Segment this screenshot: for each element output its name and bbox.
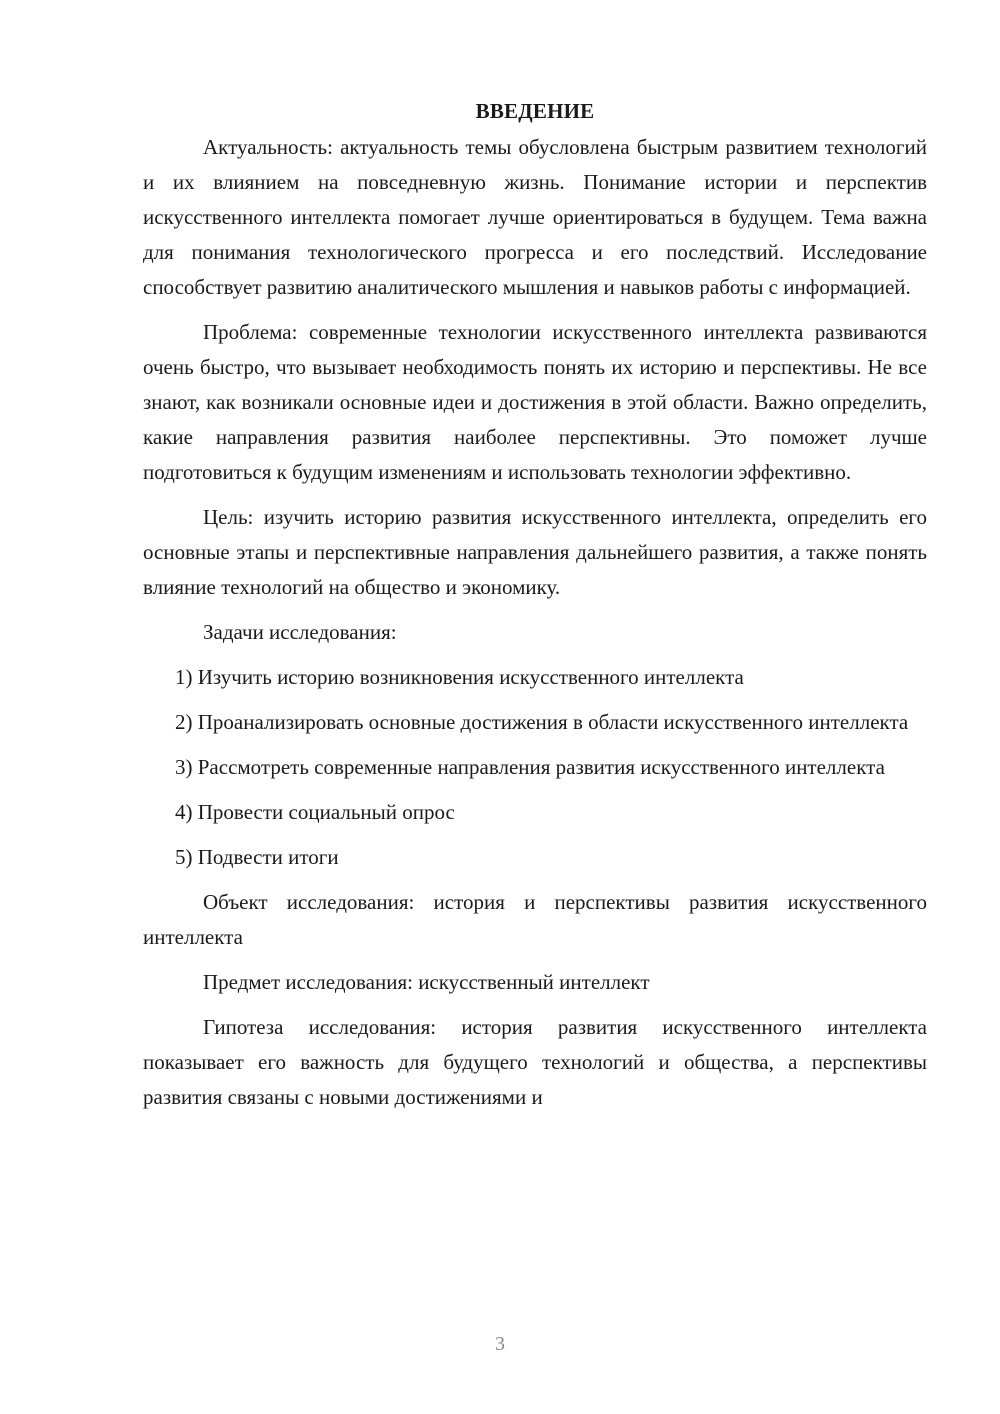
- task-item-2: 2) Проанализировать основные достижения в области искусственного интеллекта: [175, 710, 909, 734]
- task-item-5: 5) Подвести итоги: [175, 845, 339, 869]
- task-item-4: 4) Провести социальный опрос: [175, 800, 455, 824]
- task-item-3: 3) Рассмотреть современные направления развития искусственного интеллекта: [175, 755, 885, 779]
- page-body: [143, 94, 927, 1115]
- tasks-heading: Задачи исследования:: [203, 620, 397, 644]
- page-number: 3: [495, 1333, 505, 1355]
- hypothesis-paragraph: Гипотеза исследования: история развития искусственного интеллекта показывает его важность для будущего технологий и общества, а перспективы развития связаны с новыми достижениями и: [143, 1015, 927, 1109]
- relevance-paragraph: Актуальность: актуальность темы обусловлена быстрым развитием технологий и их влиянием на повседневную жизнь. Понимание истории и перспектив искусственного интеллекта помогает лучше ориентироваться в будущем. Тема важна для понимания технологического прогресса и его последствий. Исследование способствует развитию аналитического мышления и навыков работы с информацией.: [143, 135, 927, 299]
- task-item-1: 1) Изучить историю возникновения искусственного интеллекта: [175, 665, 744, 689]
- problem-paragraph: Проблема: современные технологии искусственного интеллекта развиваются очень быстро, что вызывает необходимость понять их историю и перспективы. Не все знают, как возникали основные идеи и достижения в этой области. Важно определить, какие направления развития наиболее перспективны. Это поможет лучше подготовиться к будущим изменениям и использовать технологии эффективно.: [143, 320, 927, 484]
- subject-paragraph: Предмет исследования: искусственный интеллект: [203, 970, 650, 994]
- goal-paragraph: Цель: изучить историю развития искусственного интеллекта, определить его основные этапы и перспективные направления дальнейшего развития, а также понять влияние технологий на общество и экономику.: [143, 505, 927, 599]
- object-paragraph: Объект исследования: история и перспективы развития искусственного интеллекта: [143, 890, 927, 949]
- section-title: ВВЕДЕНИЕ: [475, 99, 595, 123]
